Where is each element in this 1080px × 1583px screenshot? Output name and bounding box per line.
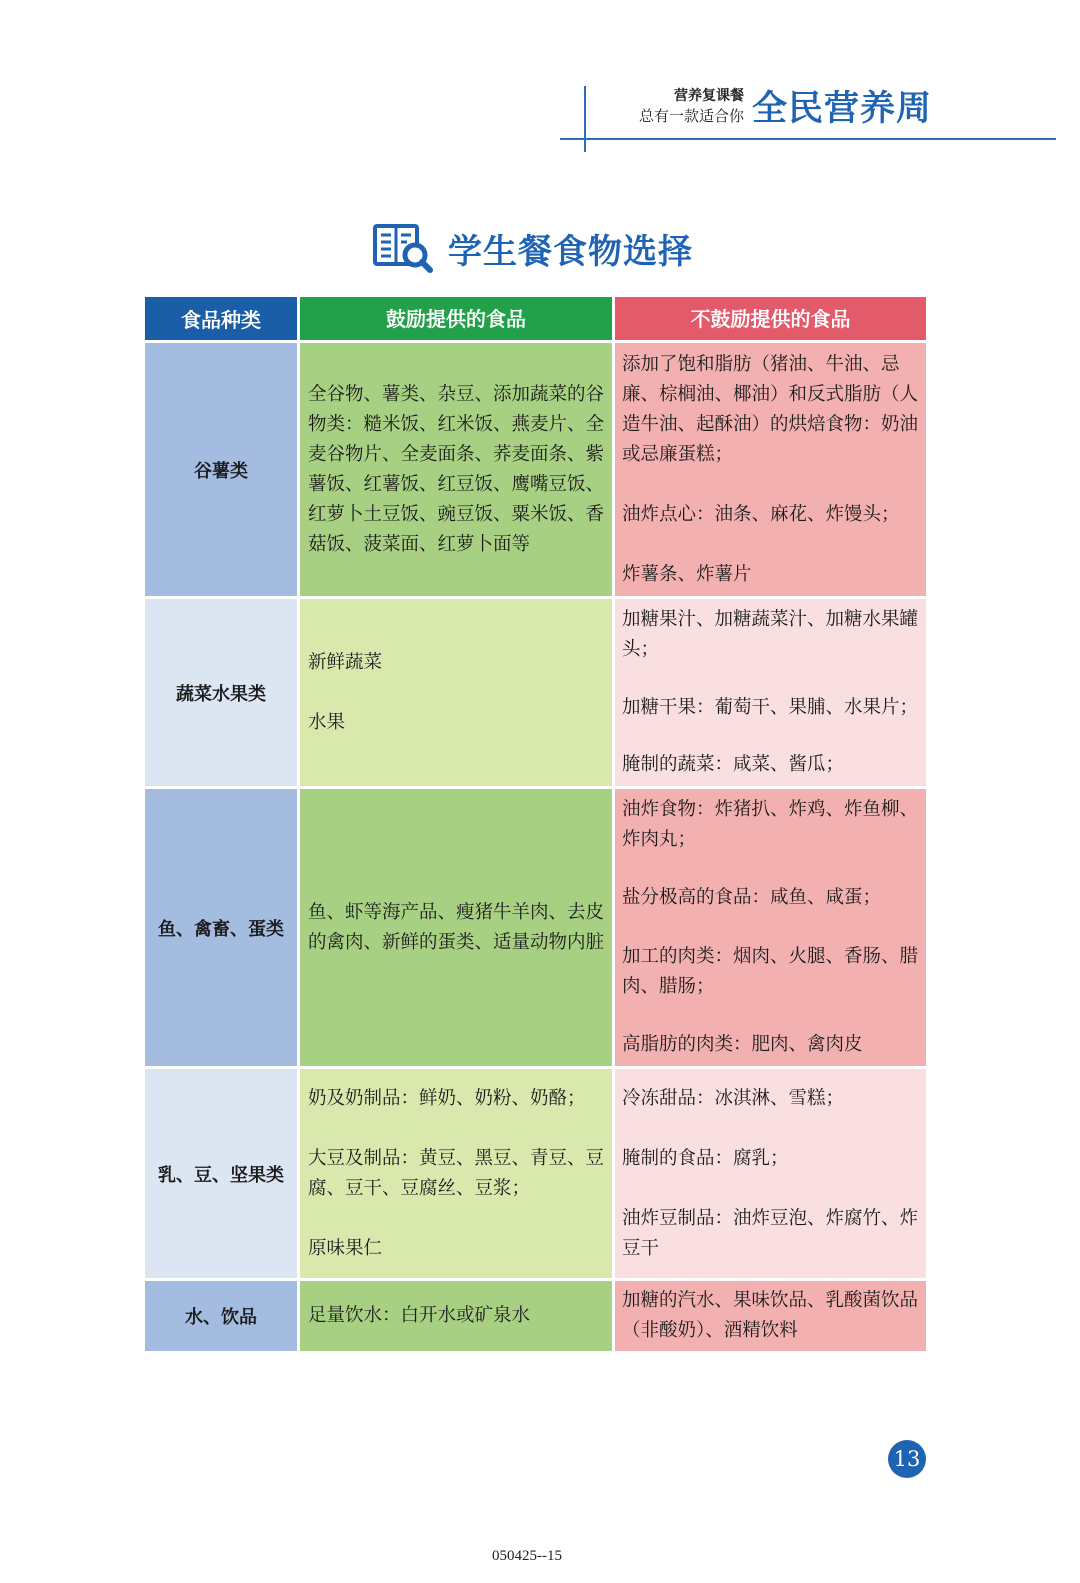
- encouraged-cell: [300, 789, 612, 1066]
- discouraged-item: 油炸豆制品：油炸豆泡、炸腐竹、炸豆干: [622, 1207, 919, 1259]
- category-cell: 蔬菜水果类: [145, 599, 297, 786]
- discouraged-item: 加糖干果：葡萄干、果脯、水果片；: [622, 696, 919, 718]
- page-title: 学生餐食物选择: [448, 231, 693, 272]
- discouraged-cell: [615, 1069, 926, 1278]
- discouraged-cell: [615, 1281, 926, 1351]
- footer-code: 050425--15: [492, 1548, 562, 1564]
- food-choice-table: [145, 297, 926, 1351]
- table-row-water-drinks: [145, 1281, 926, 1351]
- header-slogan-line2: 总有一款适合你: [638, 107, 744, 125]
- header-discouraged: 不鼓励提供的食品: [615, 297, 926, 340]
- discouraged-item: 添加了饱和脂肪（猪油、牛油、忌廉、棕榈油、椰油）和反式脂肪（人造牛油、起酥油）的烘焙食物：奶油或忌廉蛋糕；: [622, 353, 919, 465]
- discouraged-item: 加糖果汁、加糖蔬菜汁、加糖水果罐头；: [622, 609, 919, 660]
- discouraged-cell: [615, 343, 926, 596]
- page-title-block: [372, 222, 693, 274]
- table-row-meat-eggs: [145, 789, 926, 1069]
- encouraged-item: 大豆及制品：黄豆、黑豆、青豆、豆腐、豆干、豆腐丝、豆浆；: [308, 1147, 605, 1199]
- encouraged-cell: [300, 343, 612, 596]
- discouraged-item: 高脂肪的肉类：肥肉、禽肉皮: [622, 1033, 863, 1055]
- header-slogan: [614, 86, 744, 126]
- encouraged-item: 全谷物、薯类、杂豆、添加蔬菜的谷物类：糙米饭、红米饭、燕麦片、全麦谷物片、全麦面条、荞麦面条、紫薯饭、红薯饭、红豆饭、鹰嘴豆饭、红萝卜土豆饭、豌豆饭、粟米饭、香菇饭、菠菜面、红萝卜面等: [308, 383, 605, 555]
- discouraged-item: 腌制的食品：腐乳；: [622, 1147, 789, 1169]
- category-cell: 水、饮品: [145, 1281, 297, 1351]
- category-cell: 鱼、禽畜、蛋类: [145, 789, 297, 1066]
- encouraged-cell: [300, 1281, 612, 1351]
- discouraged-cell: [615, 599, 926, 786]
- table-row-grains: [145, 343, 926, 599]
- encouraged-cell: [300, 599, 612, 786]
- header-horizontal-rule: [560, 138, 1056, 140]
- category-cell: 乳、豆、坚果类: [145, 1069, 297, 1278]
- table-row-dairy-beans-nuts: [145, 1069, 926, 1281]
- header-vertical-rule: [584, 86, 586, 152]
- category-cell: 谷薯类: [145, 343, 297, 596]
- encouraged-item: 奶及奶制品：鲜奶、奶粉、奶酪；: [308, 1087, 586, 1109]
- header-slogan-line1: 营养复课餐: [674, 88, 744, 104]
- table-row-vegetables-fruits: [145, 599, 926, 789]
- discouraged-item: 腌制的蔬菜：咸菜、酱瓜；: [622, 754, 845, 775]
- encouraged-item: 新鲜蔬菜: [308, 651, 383, 673]
- discouraged-item: 油炸点心：油条、麻花、炸馒头；: [622, 503, 900, 525]
- encouraged-item: 水果: [308, 711, 346, 733]
- encouraged-item: 原味果仁: [308, 1237, 383, 1259]
- discouraged-item: 油炸食物：炸猪扒、炸鸡、炸鱼柳、炸肉丸；: [622, 799, 919, 850]
- page-number-badge: 13: [888, 1440, 926, 1478]
- encouraged-cell: [300, 1069, 612, 1278]
- book-search-icon: [372, 222, 434, 274]
- discouraged-item: 炸薯条、炸薯片: [622, 563, 752, 585]
- header-category: 食品种类: [145, 297, 297, 340]
- discouraged-item: 盐分极高的食品：咸鱼、咸蛋；: [622, 887, 882, 909]
- discouraged-item: 冷冻甜品：冰淇淋、雪糕；: [622, 1087, 845, 1109]
- encouraged-item: 鱼、虾等海产品、瘦猪牛羊肉、去皮的禽肉、新鲜的蛋类、适量动物内脏: [308, 901, 605, 953]
- discouraged-cell: [615, 789, 926, 1066]
- header-brand: 全民营养周: [752, 89, 933, 129]
- discouraged-item: 加糖的汽水、果味饮品、乳酸菌饮品（非酸奶）、酒精饮料: [622, 1290, 919, 1341]
- header-encouraged: 鼓励提供的食品: [300, 297, 612, 340]
- encouraged-item: 足量饮水：白开水或矿泉水: [308, 1305, 531, 1326]
- discouraged-item: 加工的肉类：烟肉、火腿、香肠、腊肉、腊肠；: [622, 945, 919, 997]
- table-header-row: [145, 297, 926, 343]
